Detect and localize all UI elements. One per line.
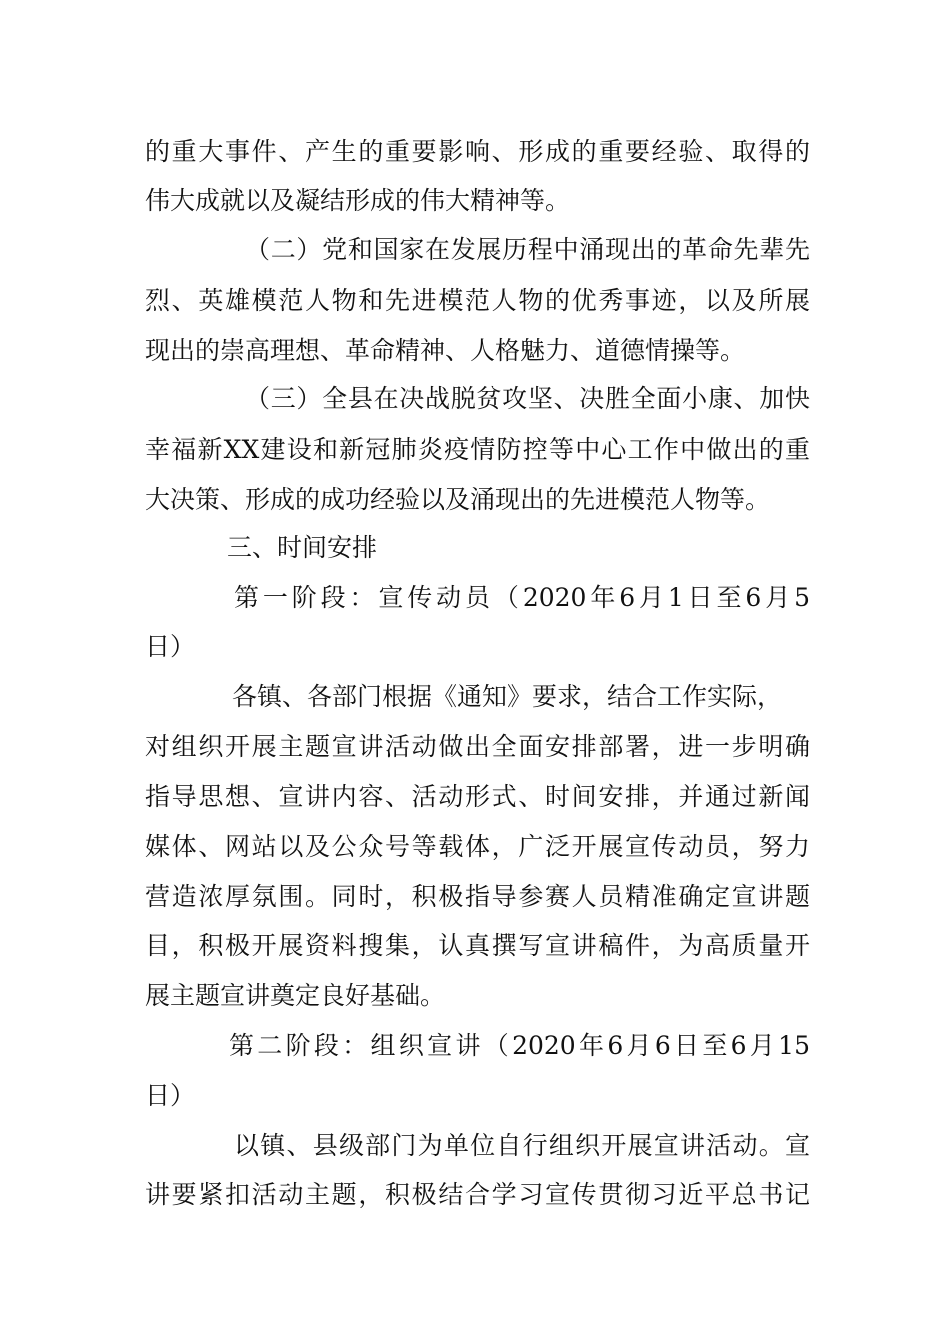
- text-line: 的重大事件、产生的重要影响、形成的重要经验、取得的: [145, 137, 810, 166]
- text-line: 营造浓厚氛围。同时，积极指导参赛人员精准确定宣讲题: [145, 882, 810, 911]
- text-line: 讲要紧扣活动主题，积极结合学习宣传贯彻习近平总书记: [145, 1180, 810, 1209]
- text-line: 以镇、县级部门为单位自行组织开展宣讲活动。宣: [234, 1131, 810, 1160]
- text-line: 各镇、各部门根据《通知》要求，结合工作实际，: [232, 682, 783, 711]
- text-line: 目，积极开展资料搜集，认真撰写宣讲稿件，为高质量开: [145, 931, 810, 960]
- text-line: 幸福新XX建设和新冠肺炎疫情防控等中心工作中做出的重: [145, 435, 810, 464]
- stage-heading: 第一阶段：宣传动员（2020年6月1日至6月5: [234, 583, 810, 612]
- text-line: 日）: [145, 632, 196, 661]
- text-line: 指导思想、宣讲内容、活动形式、时间安排，并通过新闻: [145, 782, 810, 811]
- section-heading: 三、时间安排: [227, 533, 378, 562]
- text-line: （三）全县在决战脱贫攻坚、决胜全面小康、加快: [245, 384, 810, 413]
- stage-heading: 第二阶段：组织宣讲（2020年6月6日至6月15: [229, 1031, 810, 1060]
- text-line: （二）党和国家在发展历程中涌现出的革命先辈先: [245, 235, 810, 264]
- text-line: 日）: [145, 1081, 196, 1110]
- text-line: 大决策、形成的成功经验以及涌现出的先进模范人物等。: [145, 485, 771, 514]
- text-line: 烈、英雄模范人物和先进模范人物的优秀事迹，以及所展: [145, 286, 810, 315]
- text-line: 伟大成就以及凝结形成的伟大精神等。: [145, 186, 571, 215]
- text-line: 媒体、网站以及公众号等载体，广泛开展宣传动员，努力: [145, 832, 810, 861]
- text-line: 现出的崇高理想、革命精神、人格魅力、道德情操等。: [145, 336, 746, 365]
- text-line: 展主题宣讲奠定良好基础。: [145, 981, 446, 1010]
- text-line: 对组织开展主题宣讲活动做出全面安排部署，进一步明确: [145, 732, 810, 761]
